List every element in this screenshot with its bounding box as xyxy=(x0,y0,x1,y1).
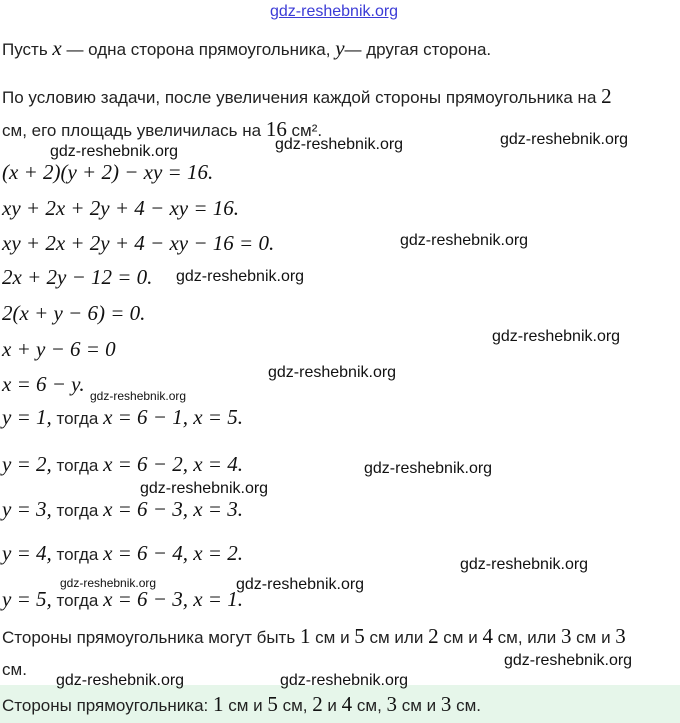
equation-4: 2x + 2y − 12 = 0. xyxy=(2,265,153,289)
equation-6: x + y − 6 = 0 xyxy=(2,337,116,361)
watermark: gdz-reshebnik.org xyxy=(236,576,365,593)
watermark: gdz-reshebnik.org xyxy=(60,576,157,590)
watermark: gdz-reshebnik.org xyxy=(56,672,185,689)
watermark: gdz-reshebnik.org xyxy=(176,268,305,285)
equation-2: xy + 2x + 2y + 4 − xy = 16. xyxy=(2,196,240,220)
watermark: gdz-reshebnik.org xyxy=(50,143,179,160)
conclusion-line-2: см. xyxy=(2,660,27,679)
site-link[interactable]: gdz-reshebnik.org xyxy=(270,3,399,20)
case-3: y = 3, тогда x = 6 − 3, x = 3. xyxy=(2,497,243,521)
watermark: gdz-reshebnik.org xyxy=(504,652,633,669)
intro-line-1: Пусть x — одна сторона прямоугольника, y— другая сторона. xyxy=(2,36,492,60)
case-2: y = 2, тогда x = 6 − 2, x = 4. xyxy=(2,452,243,476)
equation-5: 2(x + y − 6) = 0. xyxy=(2,301,146,325)
watermark: gdz-reshebnik.org xyxy=(400,232,529,249)
intro-line-3: см, его площадь увеличилась на 16 см². xyxy=(2,117,323,141)
watermark: gdz-reshebnik.org xyxy=(275,136,404,153)
watermark: gdz-reshebnik.org xyxy=(364,460,493,477)
equation-1: (x + 2)(y + 2) − xy = 16. xyxy=(2,160,214,184)
watermark: gdz-reshebnik.org xyxy=(492,328,621,345)
watermark: gdz-reshebnik.org xyxy=(500,131,629,148)
watermark: gdz-reshebnik.org xyxy=(268,364,397,381)
conclusion-line-1: Стороны прямоугольника могут быть 1 см и 5 см или 2 см и 4 см, или 3 см и 3 xyxy=(2,624,626,648)
watermark: gdz-reshebnik.org xyxy=(90,389,187,403)
equation-7: x = 6 − y. xyxy=(2,372,85,396)
case-4: y = 4, тогда x = 6 − 4, x = 2. xyxy=(2,541,243,565)
intro-line-2: По условию задачи, после увеличения каждой стороны прямоугольника на 2 xyxy=(2,84,612,108)
watermark: gdz-reshebnik.org xyxy=(460,556,589,573)
case-5: y = 5, тогда x = 6 − 3, x = 1. xyxy=(2,587,243,611)
equation-3: xy + 2x + 2y + 4 − xy − 16 = 0. xyxy=(2,231,275,255)
watermark: gdz-reshebnik.org xyxy=(280,672,409,689)
case-1: y = 1, тогда x = 6 − 1, x = 5. xyxy=(2,405,243,429)
watermark: gdz-reshebnik.org xyxy=(140,480,269,497)
answer-text: Стороны прямоугольника: 1 см и 5 см, 2 и 4 см, 3 см и 3 см. xyxy=(2,692,482,716)
